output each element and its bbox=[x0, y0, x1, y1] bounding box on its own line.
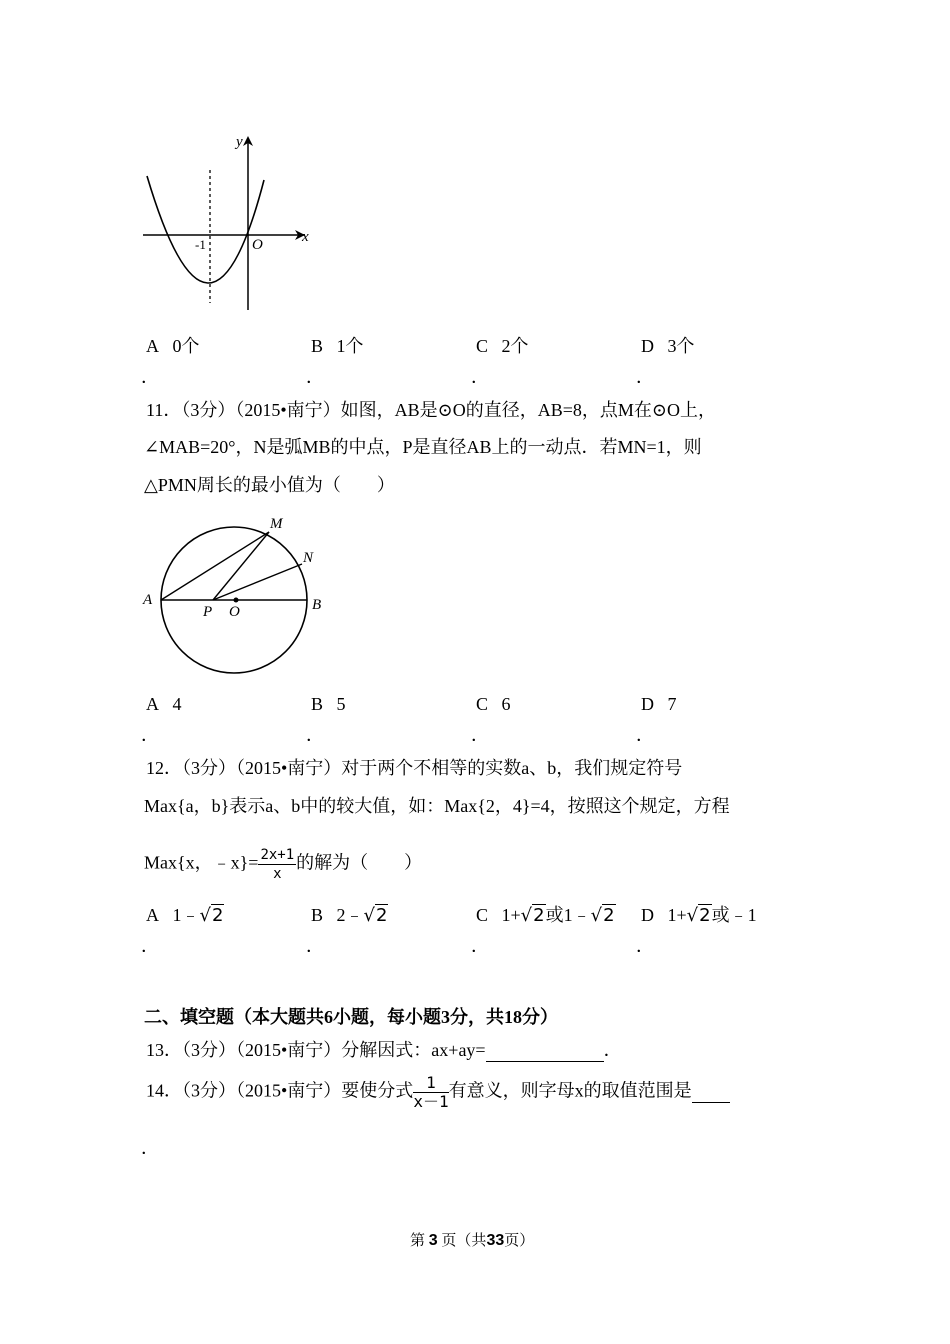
label-n: N bbox=[303, 550, 314, 566]
q11-line3: △PMN周长的最小值为（ ） bbox=[144, 475, 395, 495]
label-b: B bbox=[312, 597, 322, 613]
option-c[interactable] bbox=[476, 335, 529, 357]
sqrt: √2 bbox=[363, 905, 388, 926]
option-c[interactable] bbox=[476, 693, 511, 715]
segment-pn bbox=[213, 564, 302, 600]
option-dot: ． bbox=[306, 367, 324, 387]
q13-end: ． bbox=[603, 1040, 622, 1060]
q13-text: 13．（3分）（2015•南宁）分解因式：ax+ay= bbox=[146, 1040, 486, 1060]
q14-pre: 14．（3分）（2015•南宁）要使分式 bbox=[146, 1080, 414, 1101]
q14 bbox=[146, 1074, 730, 1111]
option-letter: C bbox=[476, 905, 489, 925]
label-p: P bbox=[203, 604, 213, 620]
option-dot: ． bbox=[141, 367, 159, 387]
option-d[interactable] bbox=[641, 904, 757, 927]
option-text: 6 bbox=[501, 694, 511, 714]
option-dot: ． bbox=[141, 936, 159, 956]
option-b[interactable] bbox=[311, 693, 346, 715]
q11-line1: 11．（3分）（2015•南宁）如图，AB是⊙O的直径，AB=8，点M在⊙O上， bbox=[146, 400, 716, 420]
option-letter: B bbox=[311, 336, 324, 356]
answer-blank[interactable] bbox=[486, 1039, 604, 1062]
equation-suffix: 的解为（ ） bbox=[296, 852, 423, 873]
option-a[interactable] bbox=[146, 693, 182, 715]
option-letter: D bbox=[641, 905, 654, 925]
sqrt: √2 bbox=[590, 905, 615, 926]
option-text: 2个 bbox=[501, 336, 529, 356]
total-pages: 33 bbox=[486, 1232, 505, 1249]
footer-mid: 页（共 bbox=[441, 1233, 487, 1249]
segment-am bbox=[161, 532, 269, 600]
q13 bbox=[146, 1039, 622, 1062]
option-b[interactable] bbox=[311, 904, 388, 927]
q14-post: 有意义，则字母x的取值范围是 bbox=[448, 1080, 692, 1101]
option-letter: D bbox=[641, 336, 654, 356]
option-d[interactable] bbox=[641, 335, 695, 357]
option-dot: ． bbox=[306, 936, 324, 956]
sqrt: √2 bbox=[199, 905, 224, 926]
option-dot: ． bbox=[636, 367, 654, 387]
label-m: M bbox=[270, 516, 283, 532]
radicand: 2 bbox=[603, 905, 615, 926]
option-a[interactable] bbox=[146, 904, 224, 927]
y-axis-label: y bbox=[236, 134, 243, 150]
parabola-curve bbox=[147, 176, 264, 283]
origin-label: O bbox=[252, 237, 263, 253]
q12-line2: Max{a，b}表示a、b中的较大值，如：Max{2，4}=4，按照这个规定，方程 bbox=[144, 796, 730, 816]
fraction-denominator: x bbox=[273, 866, 282, 882]
option-text: 0个 bbox=[172, 336, 200, 356]
option-text: 1个 bbox=[336, 336, 364, 356]
radicand: 2 bbox=[211, 905, 224, 926]
label-a: A bbox=[143, 592, 153, 608]
parabola-graph bbox=[135, 128, 325, 318]
q11-line2: ∠MAB=20°，N是弧MB的中点，P是直径AB上的一动点．若MN=1，则 bbox=[144, 437, 702, 457]
option-dot: ． bbox=[141, 725, 159, 745]
label-o: O bbox=[229, 604, 240, 620]
option-pre: 1+ bbox=[667, 905, 687, 925]
option-d[interactable] bbox=[641, 693, 677, 715]
fraction-denominator: x－1 bbox=[413, 1092, 449, 1111]
option-dot: ． bbox=[471, 725, 489, 745]
fraction-numerator: 1 bbox=[413, 1074, 448, 1093]
fraction-numerator: 2x+1 bbox=[260, 847, 295, 863]
option-pre: 1+ bbox=[501, 905, 521, 925]
option-mid: 或﹣1 bbox=[711, 905, 757, 925]
option-letter: C bbox=[476, 336, 489, 356]
page-number: 3 bbox=[428, 1232, 438, 1249]
option-letter: A bbox=[146, 905, 159, 925]
q14-end: ． bbox=[141, 1138, 159, 1158]
tick-label: -1 bbox=[195, 237, 206, 252]
circle-figure bbox=[135, 508, 335, 680]
answer-blank[interactable] bbox=[692, 1080, 730, 1103]
footer-post: 页） bbox=[504, 1233, 535, 1249]
option-letter: D bbox=[641, 694, 654, 714]
sqrt: √2 bbox=[686, 905, 711, 926]
option-letter: A bbox=[146, 694, 159, 714]
fraction bbox=[258, 846, 296, 883]
segment-pm bbox=[213, 532, 269, 600]
option-dot: ． bbox=[471, 367, 489, 387]
option-letter: A bbox=[146, 336, 159, 356]
option-text: 7 bbox=[667, 694, 677, 714]
option-text: 5 bbox=[336, 694, 346, 714]
center-dot bbox=[234, 598, 239, 603]
option-dot: ． bbox=[636, 936, 654, 956]
radicand: 2 bbox=[533, 905, 545, 926]
option-dot: ． bbox=[636, 725, 654, 745]
fraction bbox=[413, 1074, 448, 1111]
q12-line3 bbox=[144, 846, 422, 883]
option-pre: 1﹣ bbox=[172, 905, 200, 925]
option-c[interactable] bbox=[476, 904, 616, 927]
q12-line1: 12．（3分）（2015•南宁）对于两个不相等的实数a、b，我们规定符号 bbox=[146, 758, 683, 778]
option-letter: C bbox=[476, 694, 489, 714]
option-letter: B bbox=[311, 905, 324, 925]
sqrt: √2 bbox=[520, 905, 545, 926]
option-b[interactable] bbox=[311, 335, 364, 357]
page-footer bbox=[410, 1229, 534, 1250]
option-a[interactable] bbox=[146, 335, 200, 357]
option-pre: 2﹣ bbox=[336, 905, 364, 925]
option-letter: B bbox=[311, 694, 324, 714]
radicand: 2 bbox=[699, 905, 711, 926]
option-text: 3个 bbox=[667, 336, 695, 356]
section-title: 二、填空题（本大题共6小题，每小题3分，共18分） bbox=[144, 1007, 558, 1027]
radicand: 2 bbox=[376, 905, 388, 926]
footer-pre: 第 bbox=[410, 1233, 426, 1249]
option-dot: ． bbox=[471, 936, 489, 956]
x-axis-label: x bbox=[302, 229, 309, 245]
option-mid: 或1﹣ bbox=[545, 905, 591, 925]
option-text: 4 bbox=[172, 694, 182, 714]
equation-prefix: Max{x，﹣x}= bbox=[144, 852, 259, 873]
option-dot: ． bbox=[306, 725, 324, 745]
